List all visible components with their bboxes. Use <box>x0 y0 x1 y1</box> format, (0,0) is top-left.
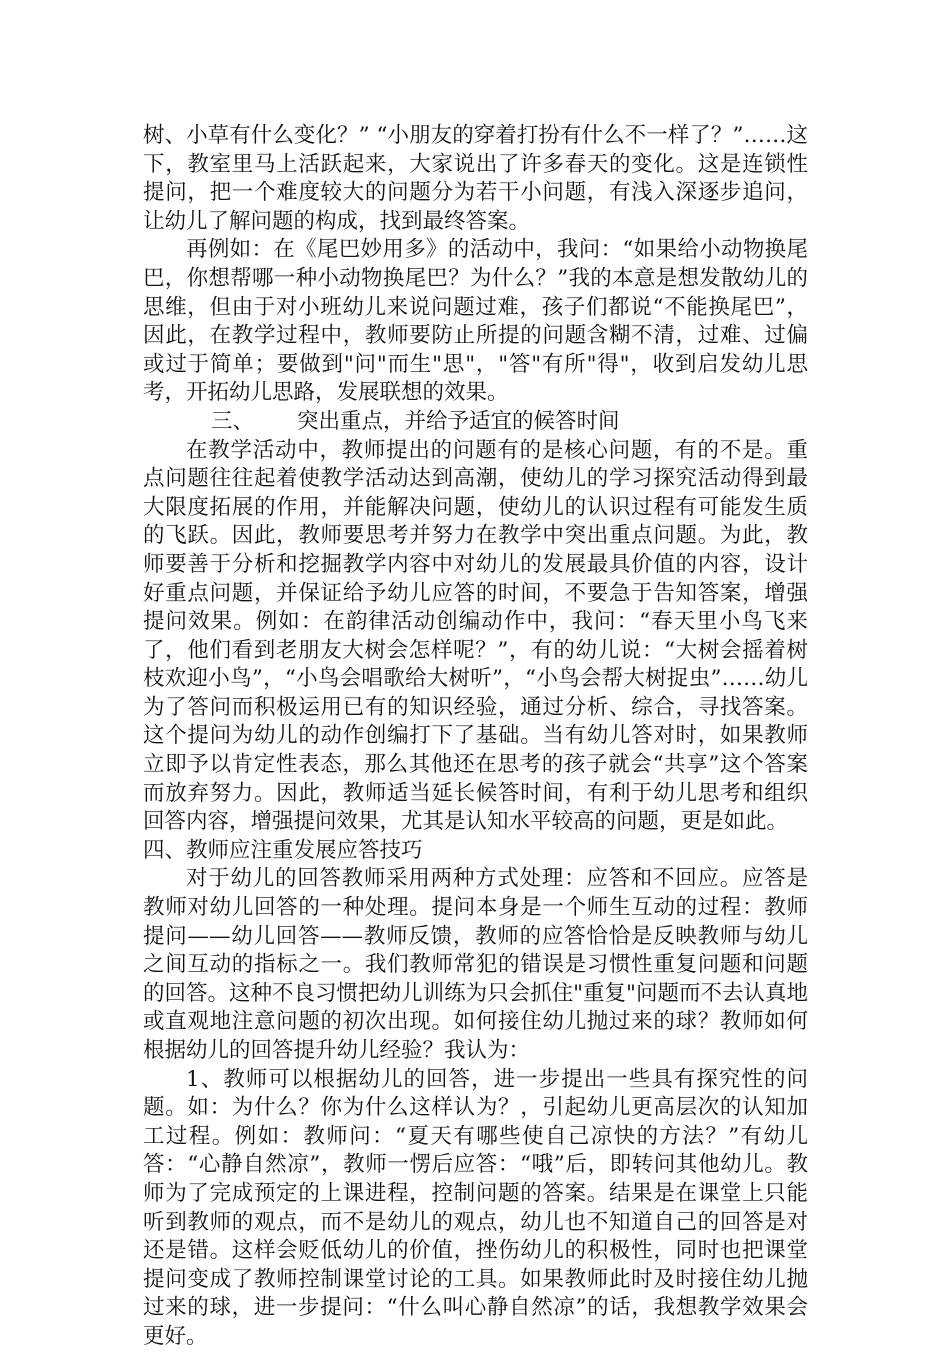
paragraph-tail-example: 再例如：在《尾巴妙用多》的活动中，我问：“如果给小动物换尾巴，你想帮哪一种小动物换尾巴？为什么？”我的本意是想发散幼儿的思维，但由于对小班幼儿来说问题过难，孩子们都说“不能换尾巴”，因此，在教学过程中，教师要防止所提的问题含糊不清，过难、过偏或过于简单；要做到"问"而生"思"，"答"有所"得"，收到启发幼儿思考，开拓幼儿思路，发展联想的效果。 <box>143 237 808 406</box>
section-heading-3 <box>143 408 808 437</box>
paragraph-chain-questioning: 树、小草有什么变化？” “小朋友的穿着打扮有什么不一样了？”……这下，教室里马上活跃起来，大家说出了许多春天的变化。这是连锁性提问，把一个难度较大的问题分为若干小问题，有浅入深逐步追问，让幼儿了解问题的构成，找到最终答案。 <box>143 123 808 234</box>
section-heading-4: 四、教师应注重发展应答技巧 <box>143 837 423 863</box>
paragraph-key-questions: 在教学活动中，教师提出的问题有的是核心问题，有的不是。重点问题往往起着使教学活动达到高潮，使幼儿的学习探究活动得到最大限度拓展的作用，并能解决问题，使幼儿的认识过程有可能发生质的飞跃。因此，教师要思考并努力在教学中突出重点问题。为此，教师要善于分析和挖掘教学内容中对幼儿的发展最具价值的内容，设计好重点问题，并保证给予幼儿应答的时间，不要急于告知答案，增强提问效果。例如：在韵律活动创编动作中，我问：“春天里小鸟飞来了，他们看到老朋友大树会怎样呢？”，有的幼儿说：“大树会摇着树枝欢迎小鸟”，“小鸟会唱歌给大树听”，“小鸟会帮大树捉虫”……幼儿为了答问而积极运用已有的知识经验，通过分析、综合，寻找答案。这个提问为幼儿的动作创编打下了基础。当有幼儿答对时，如果教师立即予以肯定性表态，那么其他还在思考的孩子就会“共享”这个答案而放弃努力。因此，教师适当延长候答时间，有利于幼儿思考和组织回答内容，增强提问效果，尤其是认知水平较高的问题，更是如此。 <box>143 437 808 835</box>
section-heading-3-text: 突出重点，并给予适宜的候答时间 <box>297 408 620 434</box>
paragraph-point-1: 1、教师可以根据幼儿的回答，进一步提出一些具有探究性的问题。如：为什么？你为什么这样认为？，引起幼儿更高层次的认知加工过程。例如：教师问：“夏天有哪些使自己凉快的方法？”有幼儿答：“心静自然凉”，教师一愣后应答：“哦”后，即转问其他幼儿。教师为了完成预定的上课进程，控制问题的答案。结果是在课堂上只能听到教师的观点，而不是幼儿的观点，幼儿也不知道自己的回答是对还是错。这样会贬低幼儿的价值，挫伤幼儿的积极性，同时也把课堂提问变成了教师控制课堂讨论的工具。如果教师此时及时接住幼儿抛过来的球，进一步提问：“什么叫心静自然凉”的话，我想教学效果会更好。 <box>143 1066 808 1349</box>
paragraph-response-skills: 对于幼儿的回答教师采用两种方式处理：应答和不回应。应答是教师对幼儿回答的一种处理。提问本身是一个师生互动的过程：教师提问——幼儿回答——教师反馈，教师的应答恰恰是反映教师与幼儿之间互动的指标之一。我们教师常犯的错误是习惯性重复问题和问题的回答。这种不良习惯把幼儿训练为只会抓住"重复"问题而不去认真地或直观地注意问题的初次出现。如何接住幼儿抛过来的球？教师如何根据幼儿的回答提升幼儿经验？我认为： <box>143 866 808 1063</box>
section-heading-3-number: 三、 <box>211 408 255 434</box>
document-page <box>143 122 808 1352</box>
